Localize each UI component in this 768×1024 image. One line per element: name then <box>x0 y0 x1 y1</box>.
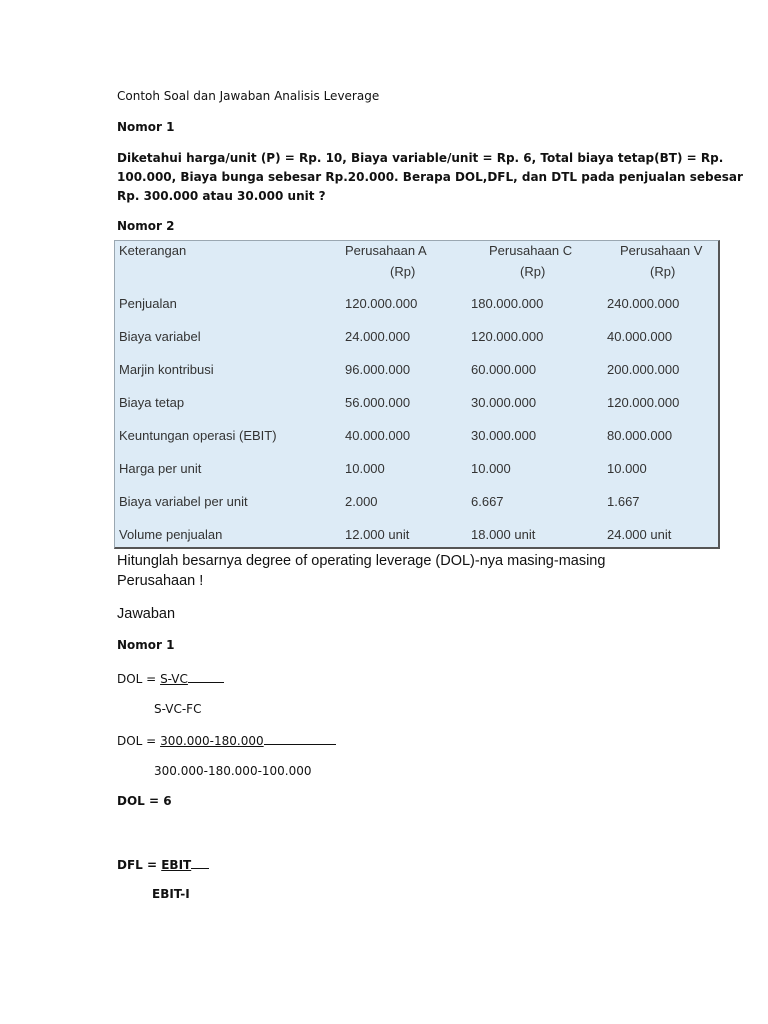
row-label: Marjin kontribusi <box>119 362 214 377</box>
row-value-c: 30.000.000 <box>471 395 537 410</box>
question-line-1: Hitunglah besarnya degree of operating leverage (DOL)-nya masing-masing <box>117 553 606 569</box>
fraction-line <box>191 856 209 869</box>
row-label: Keuntungan operasi (EBIT) <box>119 428 277 443</box>
row-value-v: 10.000 <box>607 461 647 476</box>
dfl-denominator: EBIT-I <box>152 887 190 901</box>
row-value-a: 40.000.000 <box>345 428 411 443</box>
row-value-c: 120.000.000 <box>471 329 544 344</box>
dfl-formula <box>117 856 209 872</box>
row-label: Biaya variabel per unit <box>119 494 248 509</box>
document-title: Contoh Soal dan Jawaban Analisis Leverage <box>117 89 380 103</box>
row-value-v: 120.000.000 <box>607 395 680 410</box>
dfl-prefix: DFL = <box>117 858 162 872</box>
header-keterangan: Keterangan <box>119 243 187 258</box>
row-value-a: 56.000.000 <box>345 395 411 410</box>
jawaban-heading: Jawaban <box>117 606 176 622</box>
dol-denominator: S-VC-FC <box>154 702 202 716</box>
header-unit-v: (Rp) <box>650 264 676 279</box>
row-value-a: 24.000.000 <box>345 329 411 344</box>
fraction-line <box>188 670 224 683</box>
nomor2-heading: Nomor 2 <box>117 219 175 233</box>
answer-nomor1-heading: Nomor 1 <box>117 638 175 652</box>
row-label: Harga per unit <box>119 461 202 476</box>
row-value-v: 1.667 <box>607 494 640 509</box>
row-value-c: 6.667 <box>471 494 504 509</box>
row-value-a: 2.000 <box>345 494 378 509</box>
row-value-v: 80.000.000 <box>607 428 673 443</box>
row-value-a: 120.000.000 <box>345 296 418 311</box>
dol-result: DOL = 6 <box>117 794 172 808</box>
dol2-denominator: 300.000-180.000-100.000 <box>154 764 312 778</box>
dol-prefix: DOL = <box>117 672 161 686</box>
data-table <box>114 240 720 549</box>
fraction-line <box>264 732 336 745</box>
header-perusahaan-c: Perusahaan C <box>489 243 573 258</box>
row-value-c: 60.000.000 <box>471 362 537 377</box>
soal1-line-2: 100.000, Biaya bunga sebesar Rp.20.000. Berapa DOL,DFL, dan DTL pada penjualan sebesar <box>117 170 743 184</box>
row-value-c: 10.000 <box>471 461 511 476</box>
header-unit-c: (Rp) <box>520 264 546 279</box>
dfl-numerator: EBIT <box>161 858 192 872</box>
header-perusahaan-v: Perusahaan V <box>620 243 703 258</box>
header-unit-a: (Rp) <box>390 264 416 279</box>
row-value-c: 180.000.000 <box>471 296 544 311</box>
row-value-c: 30.000.000 <box>471 428 537 443</box>
question-line-2: Perusahaan ! <box>117 573 204 589</box>
row-value-a: 96.000.000 <box>345 362 411 377</box>
soal1-line-1: Diketahui harga/unit (P) = Rp. 10, Biaya variable/unit = Rp. 6, Total biaya tetap(BT) = Rp. <box>117 151 724 165</box>
row-value-v: 240.000.000 <box>607 296 680 311</box>
row-label: Biaya variabel <box>119 329 201 344</box>
dol-formula <box>117 670 224 686</box>
row-value-v: 24.000 unit <box>607 527 672 542</box>
row-value-c: 18.000 unit <box>471 527 536 542</box>
dol2-numerator: 300.000-180.000 <box>160 734 264 748</box>
dol-substitution <box>117 732 336 748</box>
row-label: Penjualan <box>119 296 177 311</box>
row-value-v: 200.000.000 <box>607 362 680 377</box>
dol-numerator: S-VC <box>160 672 188 686</box>
nomor1-heading: Nomor 1 <box>117 120 175 134</box>
row-value-v: 40.000.000 <box>607 329 673 344</box>
header-perusahaan-a: Perusahaan A <box>345 243 427 258</box>
row-value-a: 12.000 unit <box>345 527 410 542</box>
row-label: Volume penjualan <box>119 527 223 542</box>
row-value-a: 10.000 <box>345 461 385 476</box>
row-label: Biaya tetap <box>119 395 185 410</box>
soal1-text <box>117 149 743 206</box>
dol2-prefix: DOL = <box>117 734 161 748</box>
soal1-line-3: Rp. 300.000 atau 30.000 unit ? <box>117 189 326 203</box>
